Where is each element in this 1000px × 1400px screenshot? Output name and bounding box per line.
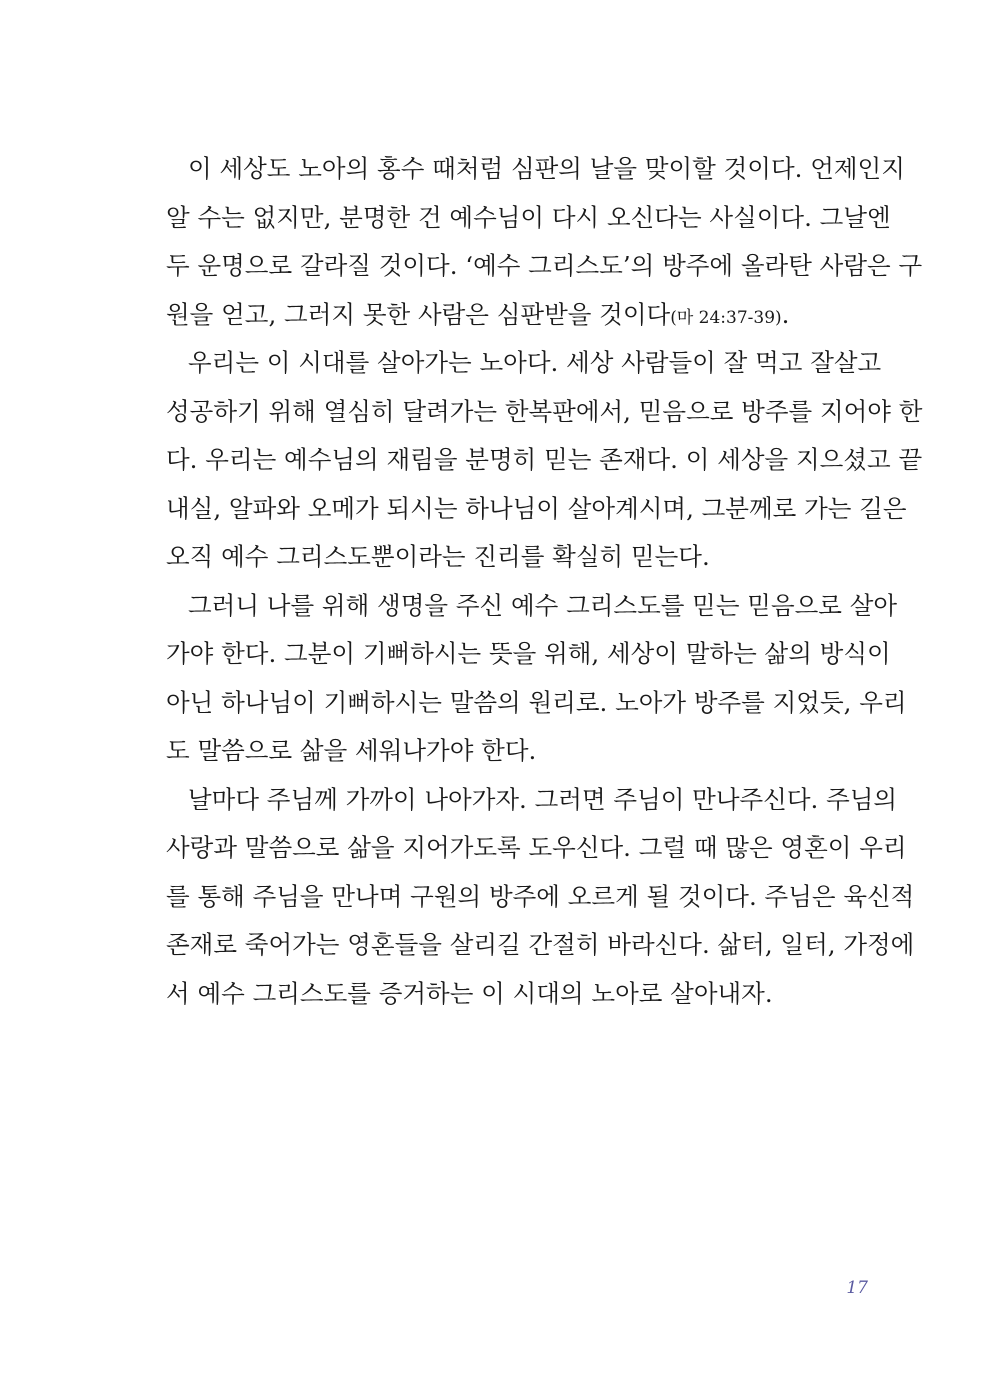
bible-citation: (마 24:37-39) <box>670 307 782 328</box>
text-line: 다. 우리는 예수님의 재림을 분명히 믿는 존재다. 이 세상을 지으셨고 끝 <box>166 445 923 474</box>
text-line: 가야 한다. 그분이 기뻐하시는 뜻을 위해, 세상이 말하는 삶의 방식이 <box>166 639 891 668</box>
text-line: 이 세상도 노아의 홍수 때처럼 심판의 날을 맞이할 것이다. 언제인지 <box>188 154 905 183</box>
paragraph-2 <box>166 339 923 582</box>
paragraph-1 <box>166 145 923 339</box>
page-number: 17 <box>846 1278 868 1298</box>
text-line: 아닌 하나님이 기뻐하시는 말씀의 원리로. 노아가 방주를 지었듯, 우리 <box>166 687 907 717</box>
citation-period: . <box>781 299 790 329</box>
text-line: 두 운명으로 갈라질 것이다. ‘예수 그리스도’의 방주에 올라탄 사람은 구 <box>166 251 923 280</box>
text-line: 오직 예수 그리스도뿐이라는 진리를 확실히 믿는다. <box>166 542 710 571</box>
text-line: 우리는 이 시대를 살아가는 노아다. 세상 사람들이 잘 먹고 잘살고 <box>188 348 882 377</box>
text-line: 서 예수 그리스도를 증거하는 이 시대의 노아로 살아내자. <box>166 978 773 1008</box>
text-line: 알 수는 없지만, 분명한 건 예수님이 다시 오신다는 사실이다. 그날엔 <box>166 202 891 232</box>
body-text <box>166 145 923 1018</box>
text-line: 내실, 알파와 오메가 되시는 하나님이 살아계시며, 그분께로 가는 길은 <box>166 493 907 523</box>
paragraph-3 <box>166 582 907 776</box>
text-line: 날마다 주님께 가까이 나아가자. 그러면 주님이 만나주신다. 주님의 <box>188 784 898 814</box>
text-line: 그러니 나를 위해 생명을 주신 예수 그리스도를 믿는 믿음으로 살아 <box>188 590 898 620</box>
text-line-main: 원을 얻고, 그러지 못한 사람은 심판받을 것이다 <box>166 299 671 329</box>
text-line: 를 통해 주님을 만나며 구원의 방주에 오르게 될 것이다. 주님은 육신적 <box>166 881 915 911</box>
text-line: 사랑과 말씀으로 삶을 지어가도록 도우신다. 그럴 때 많은 영혼이 우리 <box>166 833 907 862</box>
text-line: 성공하기 위해 열심히 달려가는 한복판에서, 믿음으로 방주를 지어야 한 <box>166 396 923 426</box>
text-line-with-citation <box>166 291 866 340</box>
text-line: 도 말씀으로 삶을 세워나가야 한다. <box>166 736 537 765</box>
text-line: 존재로 죽어가는 영혼들을 살리길 간절히 바라신다. 삶터, 일터, 가정에 <box>166 930 915 959</box>
paragraph-4 <box>166 776 915 1019</box>
